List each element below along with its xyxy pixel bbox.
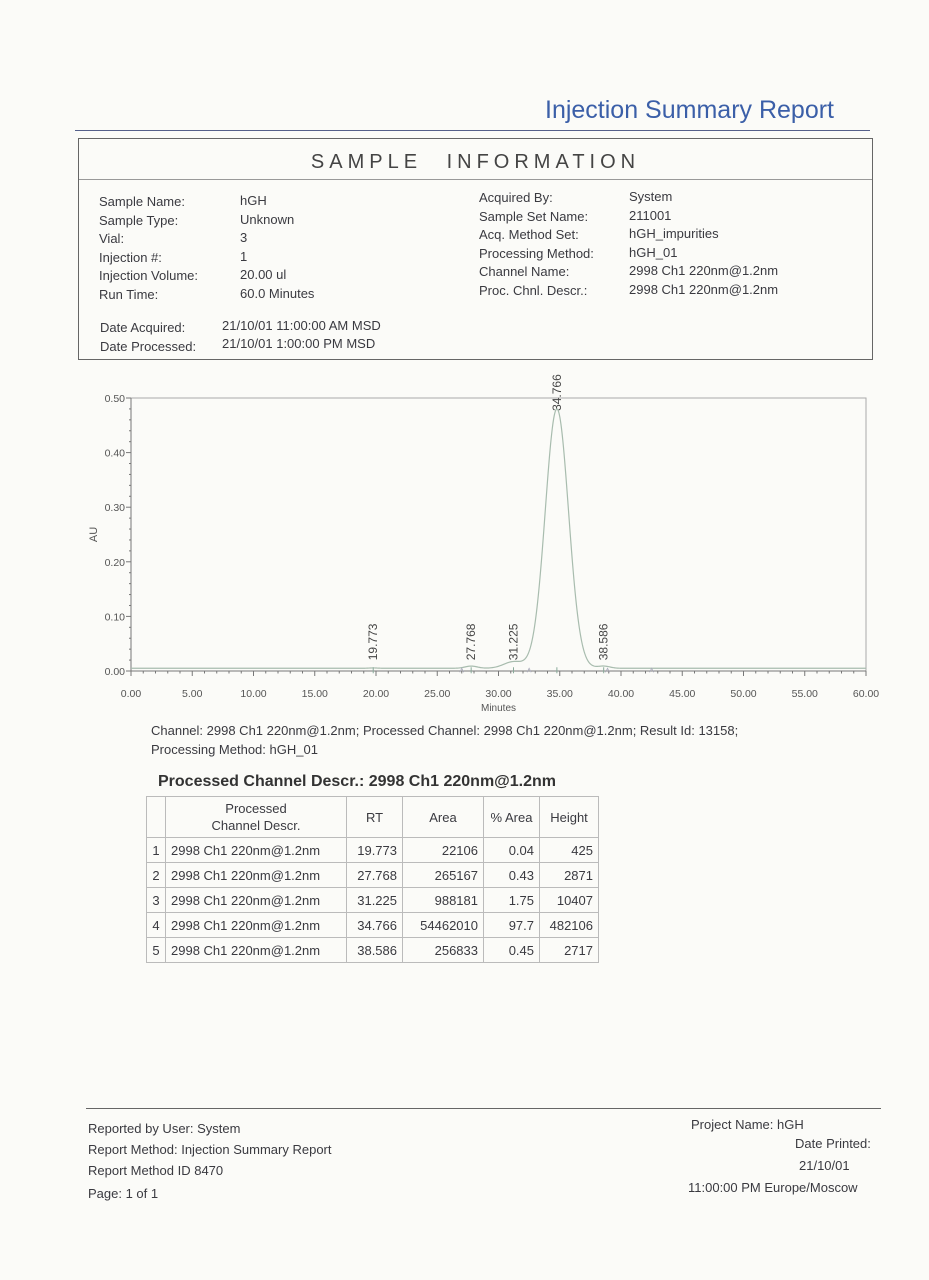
peak-label: 38.586 [596, 623, 611, 661]
pct-area-cell: 97.7 [484, 913, 540, 938]
sample-set-name-value: 211001 [629, 207, 672, 223]
channel-descr-cell: 2998 Ch1 220nm@1.2nm [166, 913, 347, 938]
run-time-label: Run Time: [99, 286, 159, 302]
x-axis-label: Minutes [480, 703, 517, 714]
area-cell: 988181 [403, 888, 484, 913]
y-tick-label: 0.00 [104, 666, 125, 678]
y-tick-label: 0.20 [104, 556, 125, 569]
rt-cell: 19.773 [347, 838, 403, 863]
acquired-by-value: System [629, 189, 673, 204]
table-header-row [147, 797, 599, 838]
rt-column-header: RT [347, 797, 403, 838]
height-cell: 2717 [540, 938, 599, 963]
y-tick-label: 0.30 [104, 502, 125, 515]
rt-cell: 27.768 [347, 863, 403, 888]
x-tick-label: 40.00 [607, 688, 635, 700]
channel-descr-cell: 2998 Ch1 220nm@1.2nm [166, 863, 347, 888]
x-tick-label: 30.00 [485, 688, 512, 700]
channel-info [151, 721, 738, 759]
channel-info-line-1: Channel: 2998 Ch1 220nm@1.2nm; Processed Channel: 2998 Ch1 220nm@1.2nm; Result Id: 13158; [151, 723, 739, 738]
x-tick-label: 0.00 [120, 688, 142, 700]
acq-method-set-label: Acq. Method Set: [479, 227, 579, 242]
table-row [147, 938, 599, 963]
x-tick-label: 20.00 [362, 688, 390, 700]
pct-area-cell: 0.04 [484, 838, 540, 863]
rt-cell: 38.586 [347, 938, 403, 963]
acq-method-set-value: hGH_impurities [629, 226, 719, 241]
run-time-value: 60.0 Minutes [240, 285, 315, 301]
date-acquired-value: 21/10/01 11:00:00 AM MSD [222, 318, 381, 333]
row-index: 5 [147, 938, 166, 963]
x-tick-label: 45.00 [669, 688, 696, 700]
table-row [147, 888, 599, 913]
channel-name-value: 2998 Ch1 220nm@1.2nm [629, 263, 779, 278]
channel-info-line-2: Processing Method: hGH_01 [151, 742, 318, 757]
index-column-header [147, 797, 166, 838]
proc-chnl-descr-label: Proc. Chnl. Descr.: [479, 282, 588, 298]
processing-method-value: hGH_01 [629, 244, 678, 260]
vial-label: Vial: [99, 231, 125, 246]
row-index: 1 [147, 838, 166, 863]
x-tick-label: 25.00 [424, 688, 451, 700]
area-cell: 265167 [403, 863, 484, 888]
date-processed-value: 21/10/01 1:00:00 PM MSD [222, 336, 376, 351]
peak-label: 27.768 [464, 623, 479, 661]
height-cell: 2871 [540, 863, 599, 888]
injection-number-label: Injection #: [99, 249, 162, 265]
peak-results-table [146, 796, 599, 963]
row-index: 2 [147, 863, 166, 888]
peak-label: 19.773 [366, 623, 381, 661]
x-tick-label: 35.00 [546, 688, 573, 700]
injection-number-value: 1 [240, 248, 248, 264]
pct-area-cell: 1.75 [484, 888, 540, 913]
channel-descr-cell: 2998 Ch1 220nm@1.2nm [166, 888, 347, 913]
area-cell: 54462010 [403, 913, 484, 938]
pct-area-cell: 0.43 [484, 863, 540, 888]
x-tick-label: 55.00 [791, 688, 818, 700]
row-index: 3 [147, 888, 166, 913]
peak-label: 31.225 [506, 623, 521, 661]
sample-name-value: hGH [240, 193, 267, 208]
sample-information-heading: SAMPLE INFORMATION [310, 151, 641, 173]
report-title: Injection Summary Report [545, 96, 835, 124]
channel-descr-cell: 2998 Ch1 220nm@1.2nm [166, 938, 347, 963]
date-printed-label: Date Printed: [795, 1136, 871, 1151]
report-method-id: Report Method ID 8470 [88, 1163, 224, 1178]
x-tick-label: 5.00 [182, 688, 203, 700]
table-row [147, 838, 599, 863]
acquired-by-label: Acquired By: [479, 190, 553, 205]
date-processed-label: Date Processed: [100, 339, 197, 354]
table-title: Processed Channel Descr.: 2998 Ch1 220nm@1.2nm [158, 773, 557, 790]
height-cell: 425 [540, 838, 599, 863]
area-cell: 22106 [403, 838, 484, 863]
sample-name-label: Sample Name: [99, 194, 185, 209]
date-acquired-label: Date Acquired: [100, 320, 186, 335]
rt-cell: 31.225 [347, 888, 403, 913]
height-cell: 482106 [540, 913, 599, 938]
channel-name-label: Channel Name: [479, 264, 570, 279]
x-tick-label: 10.00 [240, 688, 267, 700]
area-cell: 256833 [403, 938, 484, 963]
table-row [147, 863, 599, 888]
y-tick-label: 0.50 [104, 393, 125, 405]
channel-descr-column-header: Processed Channel Descr. [166, 797, 347, 838]
x-tick-label: 50.00 [730, 688, 757, 700]
chromatogram-trace [131, 409, 866, 668]
height-column-header: Height [540, 797, 599, 838]
processing-method-label: Processing Method: [479, 245, 594, 261]
report-method: Report Method: Injection Summary Report [88, 1142, 332, 1157]
pct-area-cell: 0.45 [484, 938, 540, 963]
time-printed: 11:00:00 PM Europe/Moscow [688, 1180, 858, 1195]
plot-frame [131, 398, 866, 671]
rt-cell: 34.766 [347, 913, 403, 938]
y-axis-label: AU [88, 526, 100, 543]
channel-descr-cell: 2998 Ch1 220nm@1.2nm [166, 838, 347, 863]
height-cell: 10407 [540, 888, 599, 913]
table-row [147, 913, 599, 938]
footer-divider [86, 1108, 881, 1109]
baseline-marker [606, 668, 610, 672]
sample-type-value: Unknown [240, 211, 295, 227]
injection-volume-label: Injection Volume: [99, 268, 199, 283]
sample-set-name-label: Sample Set Name: [479, 208, 589, 224]
proc-chnl-descr-value: 2998 Ch1 220nm@1.2nm [629, 281, 779, 297]
injection-volume-value: 20.00 ul [240, 267, 287, 282]
project-name: Project Name: hGH [691, 1117, 804, 1132]
peak-label: 34.766 [549, 374, 564, 411]
x-tick-label: 15.00 [301, 688, 328, 700]
area-column-header: Area [403, 797, 484, 838]
pct-area-column-header: % Area [484, 797, 540, 838]
page-number: Page: 1 of 1 [88, 1186, 159, 1201]
baseline-marker [527, 668, 531, 672]
y-tick-label: 0.40 [104, 447, 125, 460]
row-index: 4 [147, 913, 166, 938]
y-tick-label: 0.10 [104, 611, 125, 624]
x-tick-label: 60.00 [852, 688, 880, 700]
date-printed: 21/10/01 [799, 1158, 850, 1173]
vial-value: 3 [240, 230, 248, 245]
sample-type-label: Sample Type: [99, 212, 179, 228]
reported-by: Reported by User: System [88, 1121, 241, 1136]
